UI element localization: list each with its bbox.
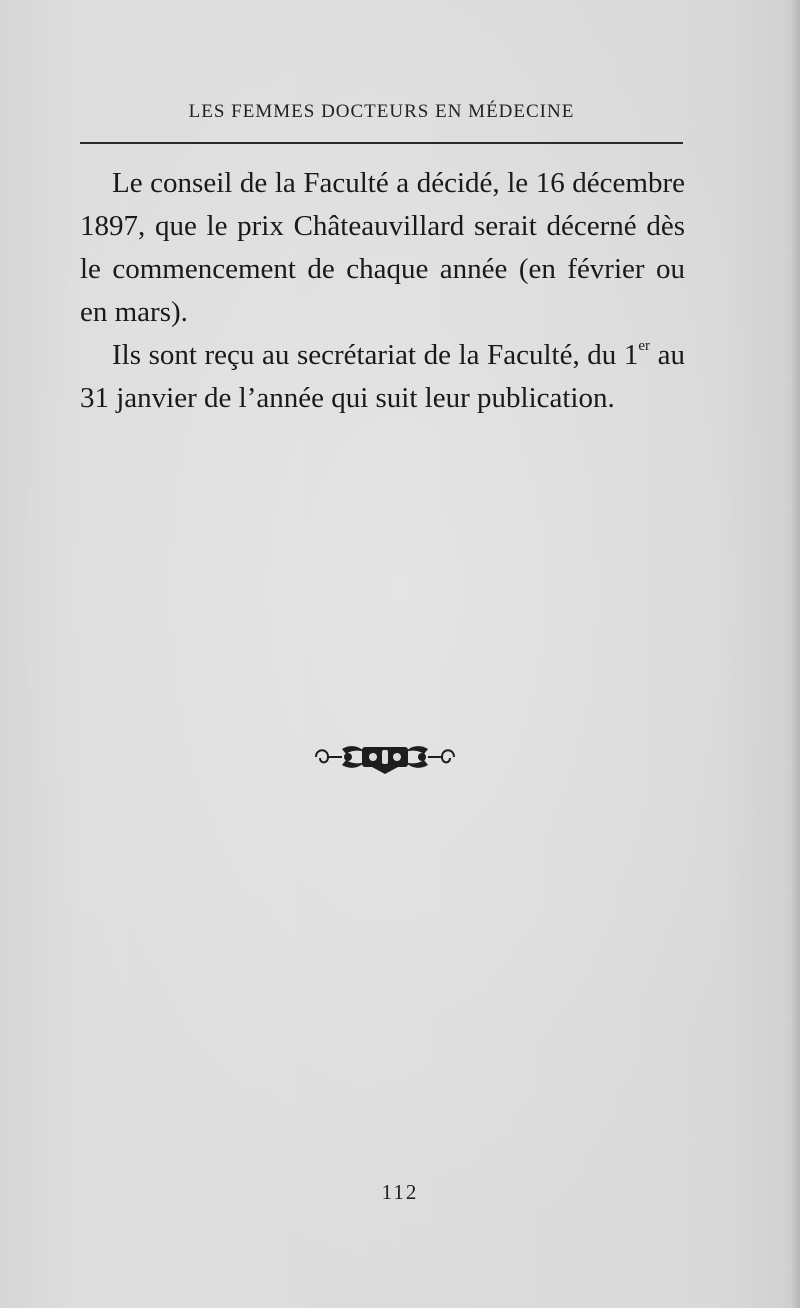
header-rule xyxy=(80,142,683,144)
paragraph-text: Ils sont reçu au secrétariat de la Faculté, du 1 xyxy=(112,339,639,371)
bleed-through-shadow xyxy=(120,470,128,504)
paragraph xyxy=(80,334,685,420)
paragraph: Le conseil de la Faculté a décidé, le 16 décembre 1897, que le prix Châteauvillard serait décerné dès le commencement de chaque année (en février ou en mars). xyxy=(80,167,685,328)
bleed-through-shadow xyxy=(120,590,134,654)
page-number: 112 xyxy=(381,1180,419,1204)
page-edge-shadow xyxy=(790,0,800,1308)
paragraph-text: au 31 janvier de l’année qui suit leur publication. xyxy=(80,339,685,414)
running-head: LES FEMMES DOCTEURS EN MÉDECINE xyxy=(188,101,575,122)
body-text xyxy=(80,162,685,420)
floral-tailpiece-ornament-icon xyxy=(312,740,458,774)
ordinal-superscript: er xyxy=(638,338,651,354)
